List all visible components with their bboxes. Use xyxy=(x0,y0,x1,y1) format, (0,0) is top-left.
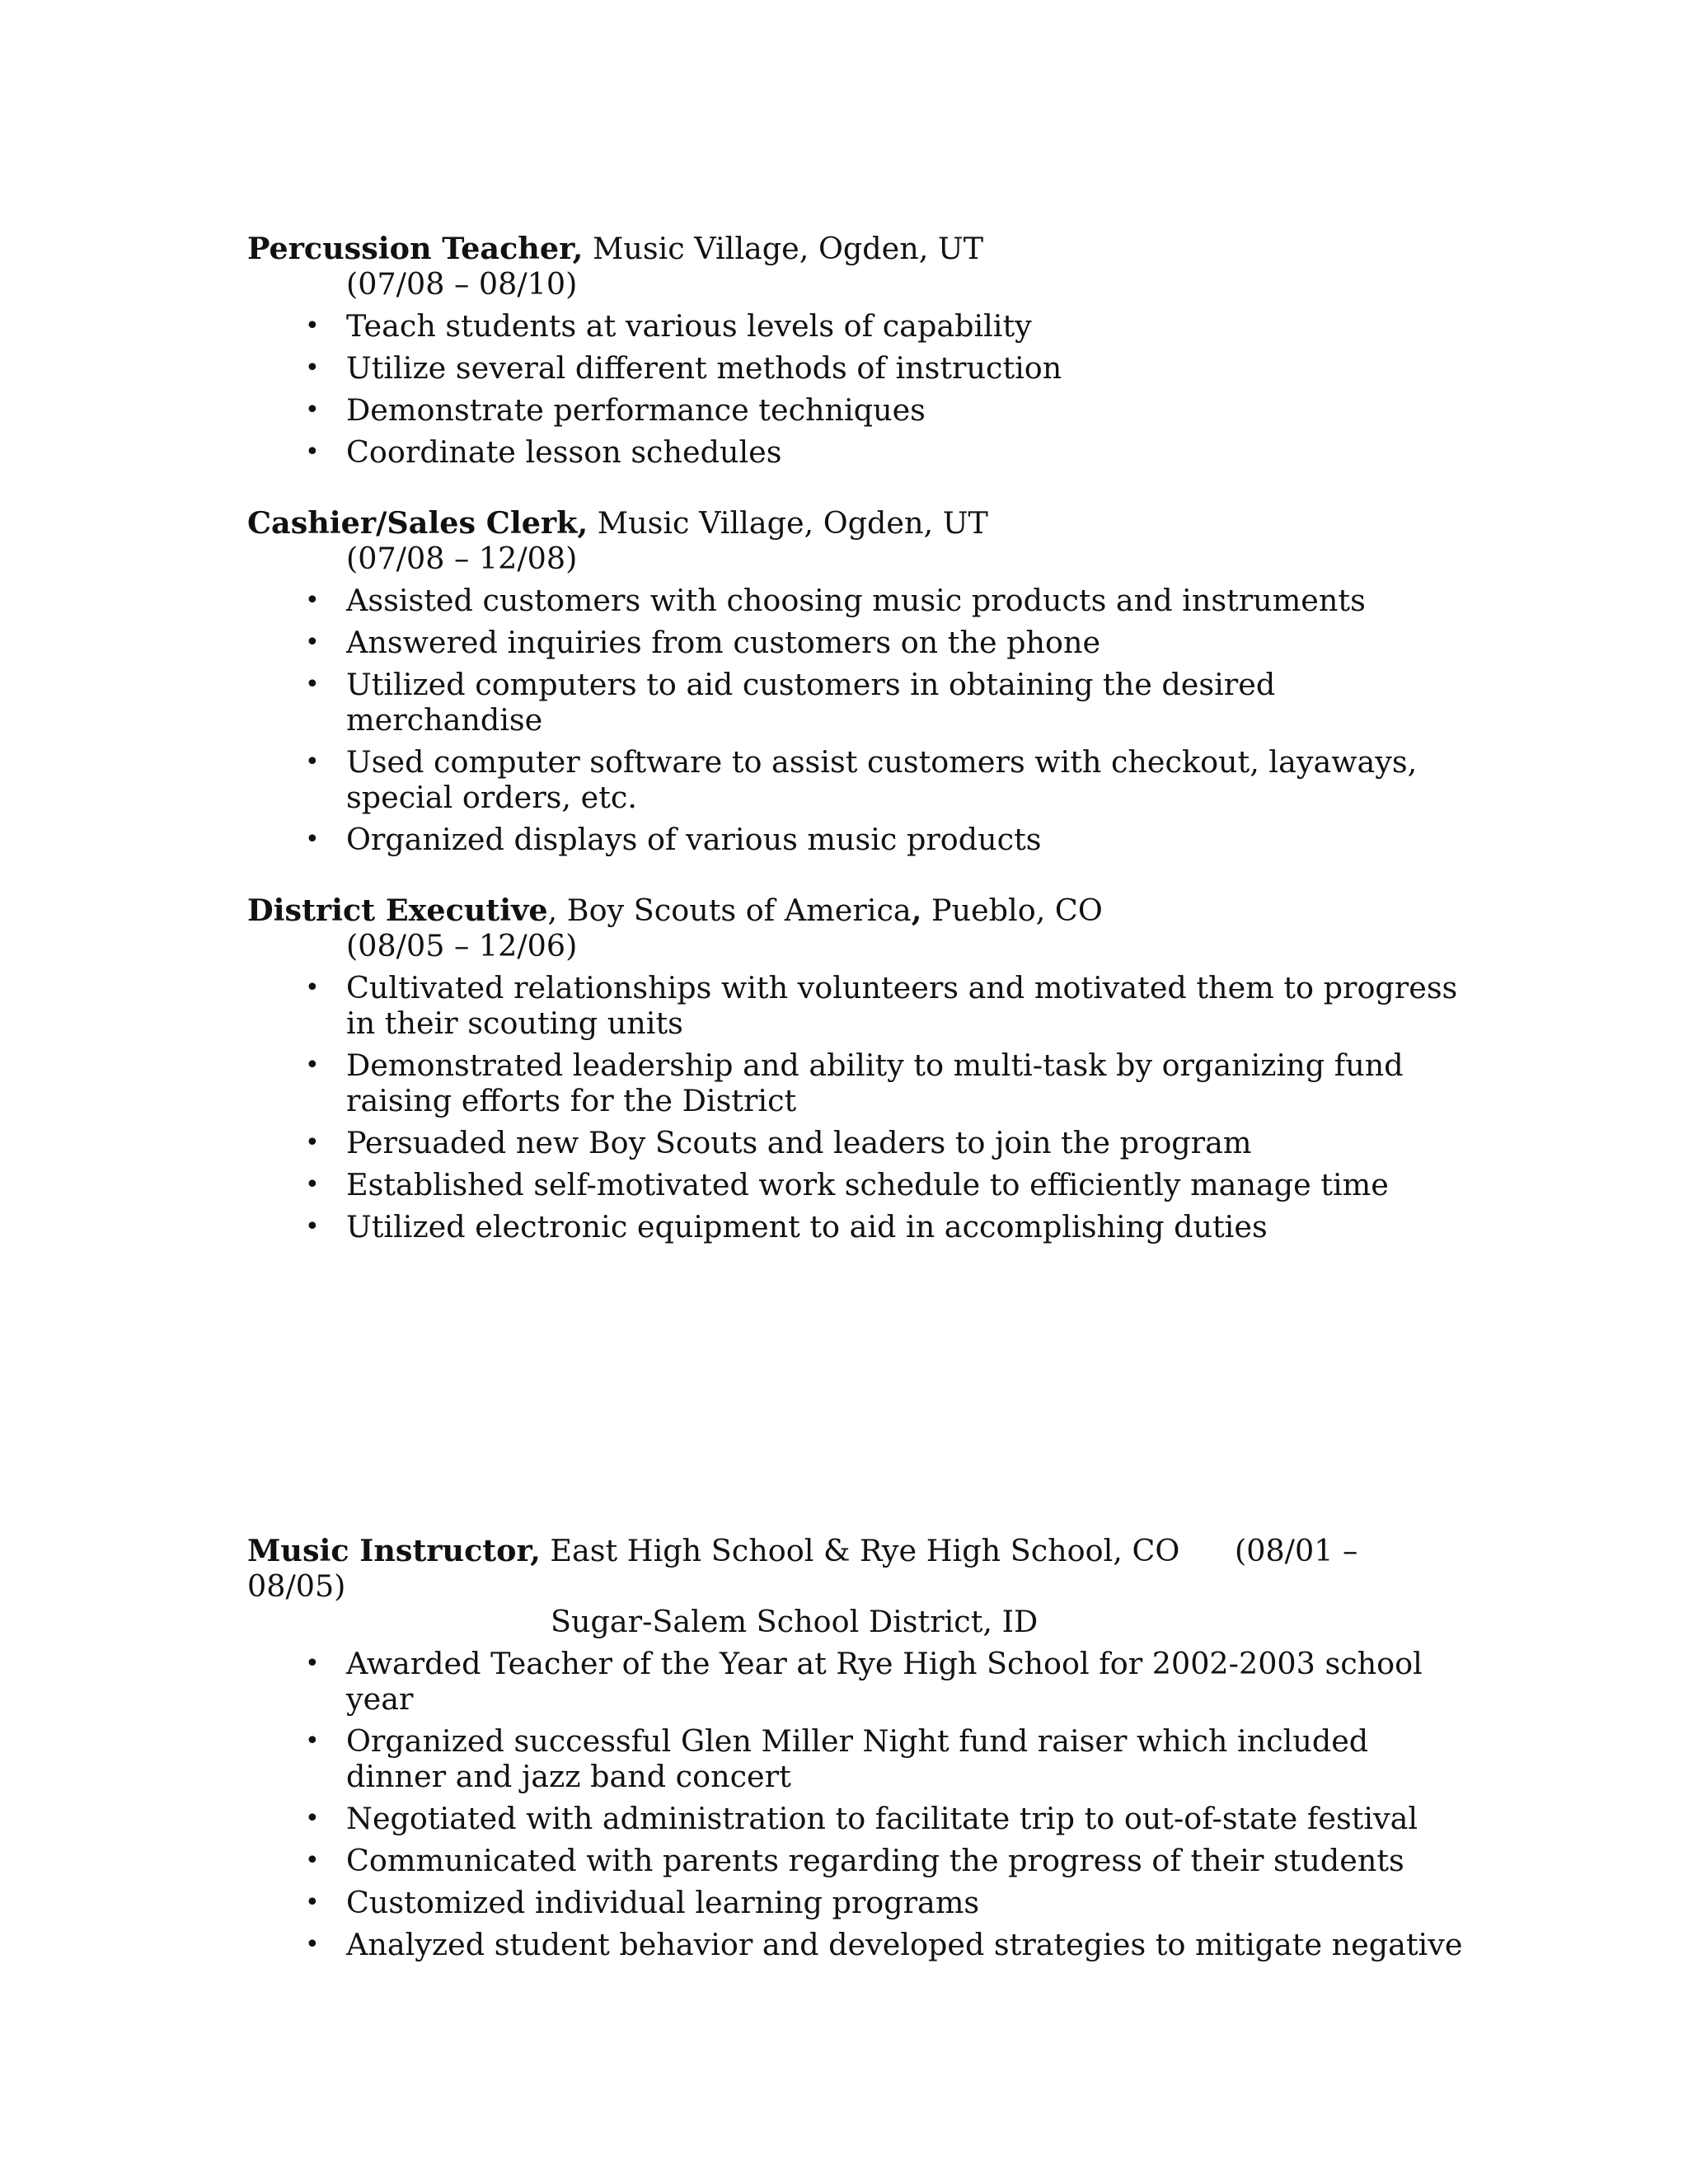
duty-text: Teach students at various levels of capability xyxy=(346,308,1032,344)
duty-text: Assisted customers with choosing music products and instruments xyxy=(346,583,1366,618)
job-duties-list xyxy=(247,583,1451,857)
bullet-icon: • xyxy=(305,1804,320,1833)
duty-text: Cultivated relationships with volunteers and motivated them to progress in their scouting units xyxy=(346,970,1458,1041)
list-item xyxy=(247,1801,1475,1836)
job-title: Music Instructor, xyxy=(247,1533,541,1568)
job-dates: (07/08 – 12/08) xyxy=(346,541,578,576)
list-item xyxy=(247,583,1475,618)
bullet-icon: • xyxy=(305,1051,320,1080)
bullet-icon: • xyxy=(305,1888,320,1917)
duty-text: Organized successful Glen Miller Night fund raiser which included dinner and jazz band concert xyxy=(346,1723,1369,1794)
job-title: District Executive xyxy=(247,893,548,928)
list-item xyxy=(247,822,1475,857)
list-item xyxy=(247,392,1475,428)
job-duties-list xyxy=(247,308,1451,470)
list-item xyxy=(247,744,1475,815)
job-organization: , Boy Scouts of America xyxy=(547,893,912,928)
list-item xyxy=(247,1843,1475,1878)
bullet-icon: • xyxy=(305,1846,320,1875)
bullet-icon: • xyxy=(305,670,320,699)
list-item xyxy=(247,667,1475,738)
duty-text: Awarded Teacher of the Year at Rye High School for 2002-2003 school year xyxy=(346,1646,1423,1717)
organization-comma: , xyxy=(911,893,922,928)
job-dates-continued: 08/05) xyxy=(247,1568,346,1604)
duty-text: Communicated with parents regarding the progress of their students xyxy=(346,1843,1404,1878)
job-duties-list xyxy=(247,970,1458,1244)
job-heading xyxy=(247,505,1451,541)
bullet-icon: • xyxy=(305,438,320,466)
job-organization: East High School & Rye High School, CO xyxy=(540,1533,1180,1568)
job-location: Pueblo, CO xyxy=(921,893,1103,928)
bullet-icon: • xyxy=(305,1212,320,1241)
duty-text: Utilized electronic equipment to aid in accomplishing duties xyxy=(346,1209,1268,1244)
job-entry-music-instructor xyxy=(247,1533,1463,1969)
bullet-icon: • xyxy=(305,825,320,854)
duty-text: Coordinate lesson schedules xyxy=(346,434,782,470)
list-item xyxy=(247,434,1475,470)
duty-text: Demonstrate performance techniques xyxy=(346,392,926,428)
list-item xyxy=(247,1723,1475,1794)
list-item xyxy=(247,1047,1475,1118)
list-item xyxy=(247,970,1475,1041)
duty-text: Customized individual learning programs xyxy=(346,1885,980,1920)
duty-text: Answered inquiries from customers on the phone xyxy=(346,625,1101,660)
job-heading xyxy=(247,893,1451,928)
job-entry-percussion-teacher xyxy=(247,231,1451,476)
job-entry-district-executive xyxy=(247,893,1458,1251)
job-secondary-location: Sugar-Salem School District, ID xyxy=(551,1604,1039,1639)
list-item xyxy=(247,1125,1475,1160)
duty-text: Utilized computers to aid customers in obtaining the desired merchandise xyxy=(346,667,1276,738)
duty-text: Used computer software to assist customers with checkout, layaways, special orders, etc. xyxy=(346,744,1418,815)
bullet-icon: • xyxy=(305,973,320,1002)
list-item xyxy=(247,1646,1475,1717)
bullet-icon: • xyxy=(305,586,320,615)
list-item xyxy=(247,1167,1475,1202)
job-title: Percussion Teacher, xyxy=(247,231,584,266)
job-dates: (08/01 – xyxy=(1235,1533,1358,1568)
job-heading xyxy=(247,231,1451,266)
list-item xyxy=(247,1885,1475,1920)
job-heading xyxy=(247,1533,1451,1568)
bullet-icon: • xyxy=(305,312,320,340)
job-dates: (07/08 – 08/10) xyxy=(346,266,578,302)
list-item xyxy=(247,1209,1475,1244)
list-item xyxy=(247,1927,1475,1962)
job-title: Cashier/Sales Clerk, xyxy=(247,505,588,541)
bullet-icon: • xyxy=(305,354,320,382)
bullet-icon: • xyxy=(305,1930,320,1959)
bullet-icon: • xyxy=(305,396,320,424)
list-item xyxy=(247,308,1475,344)
duty-text: Negotiated with administration to facilitate trip to out-of-state festival xyxy=(346,1801,1418,1836)
list-item xyxy=(247,350,1475,386)
bullet-icon: • xyxy=(305,1170,320,1199)
duty-text: Analyzed student behavior and developed strategies to mitigate negative xyxy=(346,1927,1463,1962)
list-item xyxy=(247,625,1475,660)
job-organization: Music Village, Ogden, UT xyxy=(583,231,984,266)
bullet-icon: • xyxy=(305,628,320,657)
duty-text: Demonstrated leadership and ability to multi-task by organizing fund raising efforts for the District xyxy=(346,1047,1404,1118)
job-dates: (08/05 – 12/06) xyxy=(346,928,578,963)
job-duties-list xyxy=(247,1646,1463,1962)
job-entry-cashier-sales-clerk xyxy=(247,505,1451,864)
duty-text: Organized displays of various music products xyxy=(346,822,1042,857)
bullet-icon: • xyxy=(305,1727,320,1755)
bullet-icon: • xyxy=(305,1128,320,1157)
duty-text: Utilize several different methods of instruction xyxy=(346,350,1062,386)
duty-text: Established self-motivated work schedule to efficiently manage time xyxy=(346,1167,1389,1202)
job-organization: Music Village, Ogden, UT xyxy=(588,505,988,541)
bullet-icon: • xyxy=(305,748,320,776)
duty-text: Persuaded new Boy Scouts and leaders to join the program xyxy=(346,1125,1252,1160)
bullet-icon: • xyxy=(305,1649,320,1678)
